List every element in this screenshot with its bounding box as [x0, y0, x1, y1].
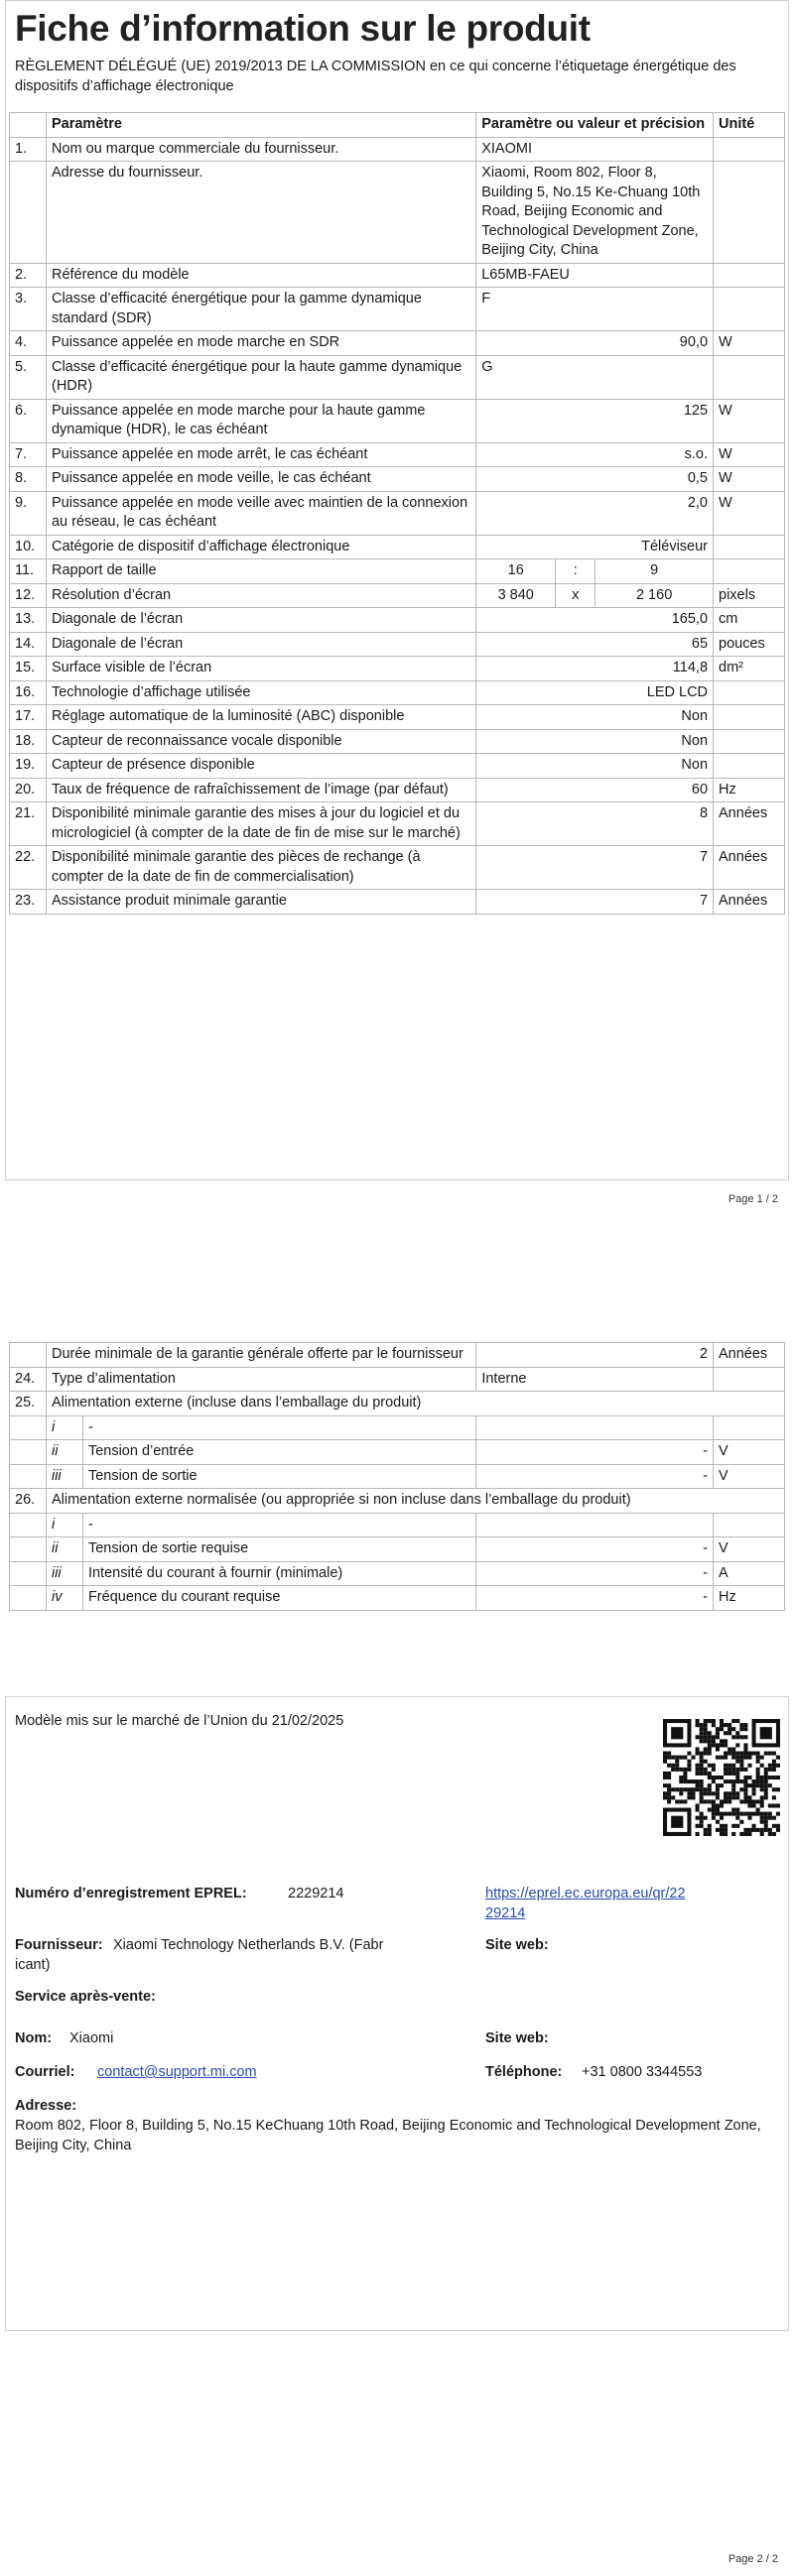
table-row	[10, 583, 785, 608]
row-unit: Années	[714, 890, 785, 915]
row-value: 65	[476, 632, 714, 657]
page-1	[0, 0, 794, 1252]
table-row	[10, 331, 785, 356]
supplier-value: Xiaomi Technology Netherlands B.V. (Fabr	[113, 1937, 384, 1953]
split-left: 3 840	[476, 584, 556, 608]
row-value: 2,0	[476, 491, 714, 535]
subrow-unit: V	[714, 1440, 785, 1465]
row-number: 22.	[10, 846, 47, 890]
mail-link[interactable]: contact@support.mi.com	[97, 2064, 257, 2080]
row-value: Xiaomi, Room 802, Floor 8, Building 5, No.15 Ke-Chuang 10th Road, Beijing Economic and Technological Development Zone, Beijing City, China	[476, 162, 714, 264]
table-row	[10, 802, 785, 846]
website-label: Site web:	[485, 1937, 549, 1953]
website-label-2: Site web:	[485, 2030, 549, 2046]
subrow-unit	[714, 1513, 785, 1537]
row-param: Assistance produit minimale garantie	[46, 890, 475, 915]
table-row	[10, 442, 785, 467]
row-param: Catégorie de dispositif d’affichage électronique	[46, 535, 475, 559]
power-supply-table	[9, 1342, 785, 1611]
standard-psu-label: Alimentation externe normalisée (ou appropriée si non incluse dans l’emballage du produit)	[46, 1489, 784, 1514]
subrow-value: -	[476, 1561, 714, 1586]
table-row	[10, 705, 785, 730]
row-value: Non	[476, 729, 714, 754]
row-unit	[714, 162, 785, 264]
row-number: 15.	[10, 657, 47, 681]
table-subrow	[10, 1561, 785, 1586]
row-value-split	[476, 559, 714, 584]
row-number: 18.	[10, 729, 47, 754]
row-value: 7	[476, 890, 714, 915]
table-row	[10, 137, 785, 162]
service-label: Service après-vente:	[15, 1989, 156, 2005]
table-row	[10, 467, 785, 492]
row-param: Réglage automatique de la luminosité (ABC) disponible	[46, 705, 475, 730]
split-right: 9	[650, 562, 659, 578]
row-param: Technologie d’affichage utilisée	[46, 680, 475, 705]
subrow-value: -	[476, 1464, 714, 1489]
subrow-index: iii	[46, 1561, 82, 1586]
subrow-label: Tension de sortie	[82, 1464, 475, 1489]
mail-label: Courriel:	[15, 2064, 75, 2080]
subrow-unit: V	[714, 1464, 785, 1489]
row-number	[10, 162, 47, 264]
table-row	[10, 778, 785, 802]
row-unit	[714, 355, 785, 399]
subrow-unit: V	[714, 1537, 785, 1562]
row-number: 13.	[10, 608, 47, 633]
row-param: Diagonale de l’écran	[46, 632, 475, 657]
row-param: Puissance appelée en mode arrêt, le cas échéant	[46, 442, 475, 467]
row-unit: Années	[714, 846, 785, 890]
row-number: 7.	[10, 442, 47, 467]
row-param: Puissance appelée en mode marche pour la haute gamme dynamique (HDR), le cas échéant	[46, 399, 475, 442]
row-number: 10.	[10, 535, 47, 559]
row-unit: W	[714, 399, 785, 442]
table-row	[10, 535, 785, 559]
row-value: 7	[476, 846, 714, 890]
row-unit: Années	[714, 802, 785, 846]
row-unit	[714, 754, 785, 779]
supplier-value-cont: icant)	[15, 1957, 51, 1973]
power-type-value: Interne	[476, 1367, 714, 1392]
row-value: Téléviseur	[476, 535, 714, 559]
split-right: 2 160	[635, 586, 673, 603]
row-unit: pixels	[714, 583, 785, 608]
row-param: Adresse du fournisseur.	[46, 162, 475, 264]
row-number: 12.	[10, 583, 47, 608]
table-row	[10, 491, 785, 535]
row-unit	[714, 680, 785, 705]
page-number-2: Page 2 / 2	[728, 2553, 778, 2565]
table-subrow	[10, 1586, 785, 1611]
header-unit: Unité	[714, 113, 785, 138]
row-unit	[714, 288, 785, 331]
table-subrow	[10, 1537, 785, 1562]
row-number: 19.	[10, 754, 47, 779]
split-left: 16	[476, 559, 556, 583]
row-unit: W	[714, 442, 785, 467]
phone-label: Téléphone:	[485, 2064, 563, 2080]
row-param: Classe d’efficacité énergétique pour la gamme dynamique standard (SDR)	[46, 288, 475, 331]
product-info-table	[9, 112, 785, 915]
row-value: 0,5	[476, 467, 714, 492]
subrow-index: iii	[46, 1464, 82, 1489]
table-row: 25. Alimentation externe (incluse dans l’emballage du produit)	[10, 1392, 785, 1416]
subrow-index: iv	[46, 1586, 82, 1611]
row-number: 11.	[10, 559, 47, 584]
subrow-value: -	[476, 1440, 714, 1465]
subrow-index: ii	[46, 1537, 82, 1562]
row-param: Classe d’efficacité énergétique pour la haute gamme dynamique (HDR)	[46, 355, 475, 399]
subrow-value: -	[476, 1537, 714, 1562]
table-row	[10, 355, 785, 399]
table-subrow	[10, 1440, 785, 1465]
row-unit	[714, 137, 785, 162]
regulation-subtitle: RÈGLEMENT DÉLÉGUÉ (UE) 2019/2013 DE LA COMMISSION en ce qui concerne l’étiquetage énergétique des dispositifs d’affichage électronique	[15, 59, 736, 94]
subrow-label: Intensité du courant à fournir (minimale)	[82, 1561, 475, 1586]
row-param: Puissance appelée en mode marche en SDR	[46, 331, 475, 356]
row-number: 5.	[10, 355, 47, 399]
supplier-label: Fournisseur:	[15, 1937, 103, 1953]
power-type-label: Type d’alimentation	[46, 1367, 475, 1392]
table-row: 26. Alimentation externe normalisée (ou appropriée si non incluse dans l’emballage du produit)	[10, 1489, 785, 1514]
address-value: Room 802, Floor 8, Building 5, No.15 KeChuang 10th Road, Beijing Economic and Technological Development Zone, Beijing City, China	[15, 2118, 761, 2153]
name-label: Nom:	[15, 2030, 53, 2046]
subrow-unit	[714, 1415, 785, 1440]
row-number: 23.	[10, 890, 47, 915]
row-unit	[714, 535, 785, 559]
row-param: Disponibilité minimale garantie des pièces de rechange (à compter de la date de fin de commercialisation)	[46, 846, 475, 890]
row-number: 6.	[10, 399, 47, 442]
subrow-unit: A	[714, 1561, 785, 1586]
eprel-reg-label: Numéro d’enregistrement EPREL:	[15, 1886, 247, 1901]
page-title: Fiche d’information sur le produit	[15, 8, 591, 49]
row-number: 20.	[10, 778, 47, 802]
row-value: F	[476, 288, 714, 331]
table-row: 24. Type d’alimentation Interne	[10, 1367, 785, 1392]
row-param: Taux de fréquence de rafraîchissement de l’image (par défaut)	[46, 778, 475, 802]
row-value: 8	[476, 802, 714, 846]
subrow-label: -	[82, 1415, 475, 1440]
name-value: Xiaomi	[69, 2030, 114, 2046]
table-row	[10, 162, 785, 264]
row-param: Référence du modèle	[46, 263, 475, 288]
warranty-value: 2	[476, 1343, 714, 1368]
split-sep: :	[556, 559, 596, 583]
external-psu-label: Alimentation externe (incluse dans l’emballage du produit)	[46, 1392, 784, 1416]
row-value: 114,8	[476, 657, 714, 681]
subrow-unit: Hz	[714, 1586, 785, 1611]
row-param: Capteur de reconnaissance vocale disponible	[46, 729, 475, 754]
subrow-index: ii	[46, 1440, 82, 1465]
eprel-block	[5, 1696, 789, 2331]
eprel-link[interactable]: https://eprel.ec.europa.eu/qr/22 29214	[485, 1886, 686, 1921]
row-value: L65MB-FAEU	[476, 263, 714, 288]
row-param: Nom ou marque commerciale du fournisseur.	[46, 137, 475, 162]
qr-code-icon[interactable]	[663, 1719, 780, 1836]
row-unit: dm²	[714, 657, 785, 681]
row-value: Non	[476, 754, 714, 779]
product-rows	[10, 137, 785, 914]
row-unit: W	[714, 467, 785, 492]
row-param: Diagonale de l’écran	[46, 608, 475, 633]
table-row	[10, 846, 785, 890]
table-row	[10, 1343, 785, 1368]
row-param: Surface visible de l’écran	[46, 657, 475, 681]
row-number: 14.	[10, 632, 47, 657]
table-row	[10, 657, 785, 681]
row-number: 3.	[10, 288, 47, 331]
row-value: XIAOMI	[476, 137, 714, 162]
phone-value: +31 0800 3344553	[582, 2064, 703, 2080]
subrow-label: -	[82, 1513, 475, 1537]
header-param: Paramètre	[46, 113, 475, 138]
row-param: Puissance appelée en mode veille avec maintien de la connexion au réseau, le cas échéant	[46, 491, 475, 535]
subrow-label: Fréquence du courant requise	[82, 1586, 475, 1611]
subrow-index: i	[46, 1513, 82, 1537]
row-param: Capteur de présence disponible	[46, 754, 475, 779]
row-number: 1.	[10, 137, 47, 162]
row-unit: W	[714, 491, 785, 535]
row-unit: Hz	[714, 778, 785, 802]
page-2	[0, 1313, 794, 2576]
row-unit	[714, 559, 785, 584]
table-subrow	[10, 1464, 785, 1489]
split-sep: x	[556, 584, 596, 608]
row-value: LED LCD	[476, 680, 714, 705]
table-row	[10, 729, 785, 754]
row-value-split	[476, 583, 714, 608]
warranty-label: Durée minimale de la garantie générale offerte par le fournisseur	[46, 1343, 475, 1368]
table-subrow	[10, 1513, 785, 1537]
address-label: Adresse:	[15, 2098, 77, 2114]
row-value: 60	[476, 778, 714, 802]
row-param: Rapport de taille	[46, 559, 475, 584]
row-unit	[714, 729, 785, 754]
warranty-unit: Années	[714, 1343, 785, 1368]
row-value: Non	[476, 705, 714, 730]
row-unit	[714, 705, 785, 730]
row-unit: W	[714, 331, 785, 356]
row-unit: pouces	[714, 632, 785, 657]
table-row	[10, 754, 785, 779]
table-row	[10, 632, 785, 657]
row-param: Disponibilité minimale garantie des mises à jour du logiciel et du micrologiciel (à compter de la date de fin de mise sur le marché)	[46, 802, 475, 846]
table-row	[10, 680, 785, 705]
table-row	[10, 890, 785, 915]
row-number: 16.	[10, 680, 47, 705]
row-unit	[714, 263, 785, 288]
subrow-value	[476, 1415, 714, 1440]
table-subrow	[10, 1415, 785, 1440]
row-number: 21.	[10, 802, 47, 846]
market-date: Modèle mis sur le marché de l’Union du 21/02/2025	[15, 1713, 344, 1729]
row-unit: cm	[714, 608, 785, 633]
standard-psu-subrows	[10, 1513, 785, 1610]
row-param: Puissance appelée en mode veille, le cas échéant	[46, 467, 475, 492]
table-header-row	[10, 113, 785, 138]
table-row	[10, 399, 785, 442]
subrow-label: Tension de sortie requise	[82, 1537, 475, 1562]
row-number: 2.	[10, 263, 47, 288]
row-number: 17.	[10, 705, 47, 730]
header-value: Paramètre ou valeur et précision	[476, 113, 714, 138]
row-value: 125	[476, 399, 714, 442]
subrow-value	[476, 1513, 714, 1537]
row-param: Résolution d’écran	[46, 583, 475, 608]
table-row	[10, 608, 785, 633]
subrow-index: i	[46, 1415, 82, 1440]
table-row	[10, 559, 785, 584]
page-number-1: Page 1 / 2	[728, 1193, 778, 1205]
row-value: s.o.	[476, 442, 714, 467]
row-value: 165,0	[476, 608, 714, 633]
eprel-reg-value: 2229214	[288, 1886, 344, 1901]
row-number: 9.	[10, 491, 47, 535]
row-value: G	[476, 355, 714, 399]
row-number: 4.	[10, 331, 47, 356]
subrow-label: Tension d’entrée	[82, 1440, 475, 1465]
table-row	[10, 288, 785, 331]
row-number: 8.	[10, 467, 47, 492]
table-row	[10, 263, 785, 288]
subrow-value: -	[476, 1586, 714, 1611]
row-value: 90,0	[476, 331, 714, 356]
external-psu-subrows	[10, 1415, 785, 1489]
